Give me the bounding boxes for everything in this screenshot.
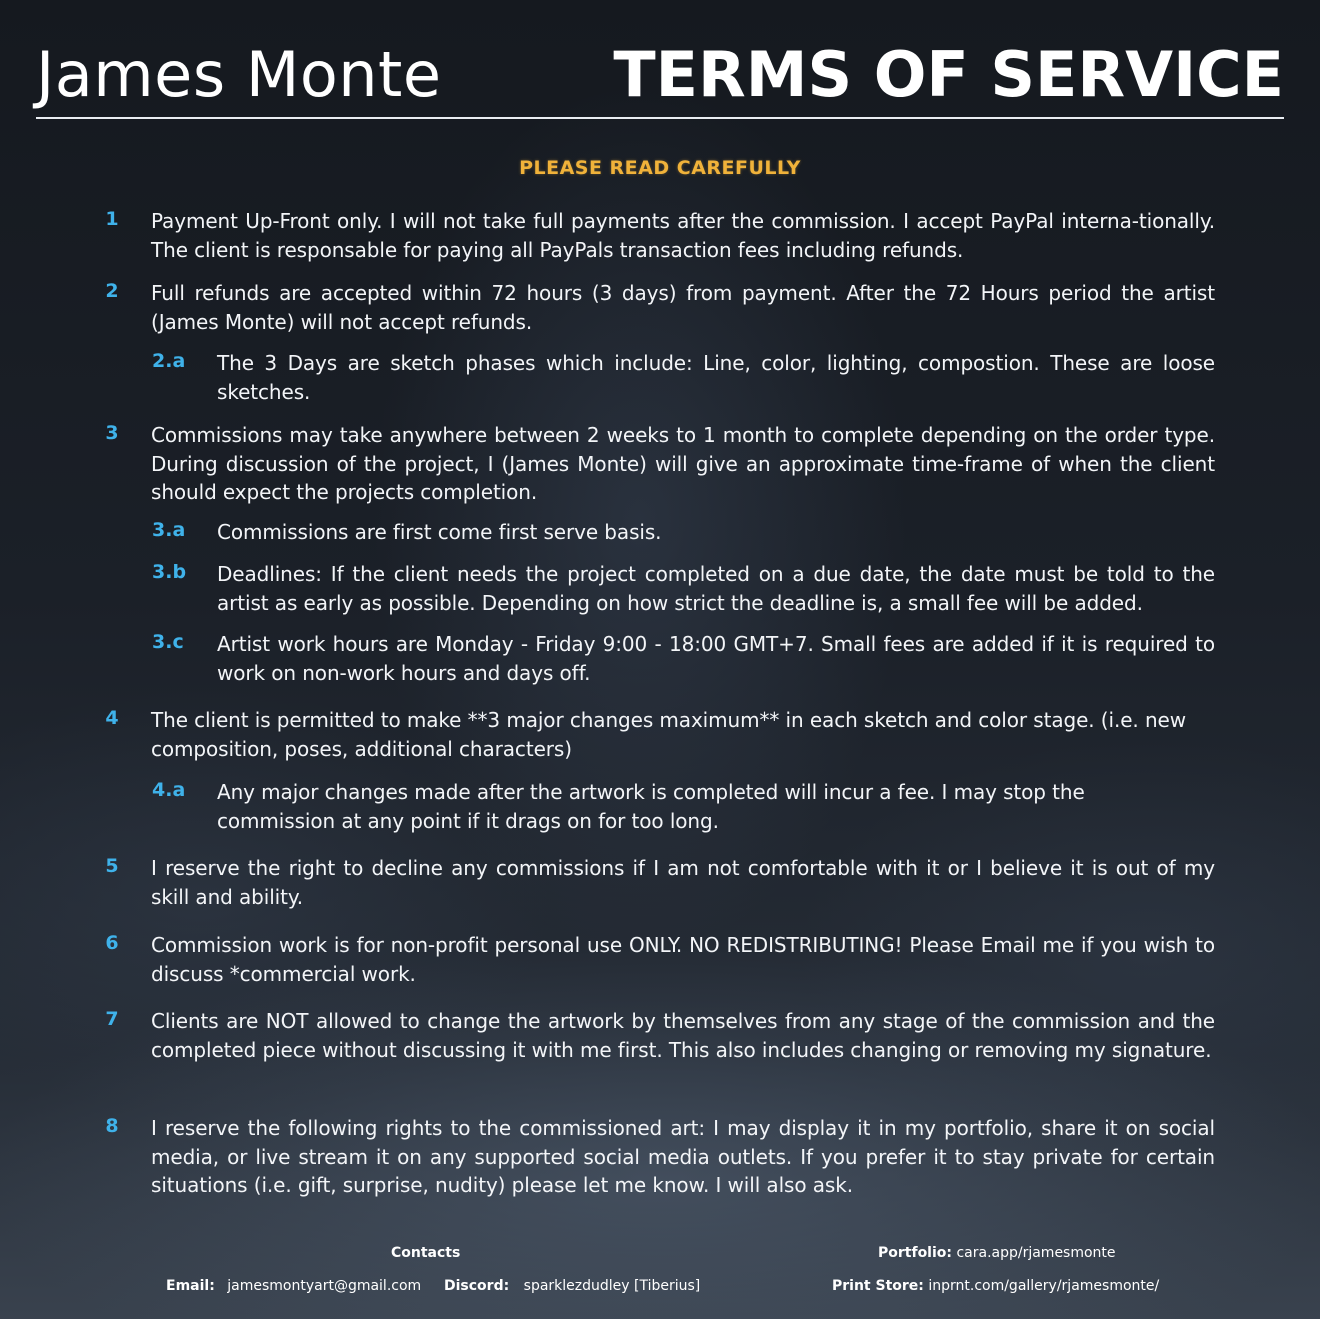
discord-contact [444, 1277, 700, 1295]
page-title: TERMS OF SERVICE [613, 38, 1284, 111]
term-number: 1 [105, 208, 119, 230]
term-text: I reserve the following rights to the commissioned art: I may display it in my portfolio, share it on social media, or live stream it on any supported social media outlets. If you prefer it to stay private for certain situations (i.e. gift, surprise, nudity) please let me know. I will also ask. [151, 1116, 1215, 1197]
read-carefully-heading: PLEASE READ CAREFULLY [519, 157, 801, 179]
artist-name: James Monte [36, 38, 442, 111]
term-text: Commissions may take anywhere between 2 weeks to 1 month to complete depending on the order type. During discussion of the project, I (James Monte) will give an approximate time-frame of when the client should expect the projects completion. [151, 423, 1215, 504]
term-text: Deadlines: If the client needs the project completed on a due date, the date must be told to the artist as early as possible. Depending on how strict the deadline is, a small fee will be added. [217, 562, 1215, 615]
term-text: Any major changes made after the artwork is completed will incur a fee. I may stop the commission at any point if it drags on for too long. [217, 780, 1085, 833]
term-text: Commissions are first come first serve basis. [217, 520, 662, 544]
term-number: 3.c [152, 631, 184, 653]
discord-label: Discord: [444, 1278, 510, 1294]
contacts-heading: Contacts [391, 1245, 461, 1261]
term-text: Clients are NOT allowed to change the artwork by themselves from any stage of the commission and the completed piece without discussing it with me first. This also includes changing or removing my signature. [151, 1009, 1215, 1062]
term-number: 4.a [152, 779, 186, 801]
term-number: 7 [105, 1008, 119, 1030]
print-store-label: Print Store: [832, 1278, 924, 1294]
term-text: Artist work hours are Monday - Friday 9:00 - 18:00 GMT+7. Small fees are added if it is required to work on non-work hours and days off. [217, 632, 1215, 685]
portfolio-label: Portfolio: [878, 1245, 952, 1261]
email-contact [166, 1277, 421, 1295]
term-text: Commission work is for non-profit personal use ONLY. NO REDISTRIBUTING! Please Email me if you wish to discuss *commercial work. [151, 933, 1215, 986]
header-divider [36, 117, 1284, 119]
term-number: 2 [105, 280, 119, 302]
term-number: 6 [105, 932, 119, 954]
print-store-value[interactable]: inprnt.com/gallery/rjamesmonte/ [928, 1278, 1160, 1294]
term-number: 3 [105, 422, 119, 444]
term-number: 3.a [152, 519, 186, 541]
email-label: Email: [166, 1278, 215, 1294]
term-text: Payment Up-Front only. I will not take full payments after the commission. I accept PayPal interna-tionally. The client is responsable for paying all PayPals transaction fees including refunds. [151, 209, 1215, 262]
term-number: 8 [105, 1115, 119, 1137]
portfolio-link [878, 1244, 1116, 1262]
portfolio-value[interactable]: cara.app/rjamesmonte [956, 1245, 1116, 1261]
email-value[interactable]: jamesmontyart@gmail.com [227, 1278, 422, 1294]
term-number: 3.b [152, 561, 187, 583]
print-store-link [832, 1277, 1159, 1295]
term-number: 5 [105, 855, 119, 877]
term-text: Full refunds are accepted within 72 hours (3 days) from payment. After the 72 Hours period the artist (James Monte) will not accept refunds. [151, 281, 1215, 334]
term-text: The client is permitted to make **3 major changes maximum** in each sketch and color stage. (i.e. new composition, poses, additional characters) [151, 708, 1186, 761]
term-text: I reserve the right to decline any commissions if I am not comfortable with it or I believe it is out of my skill and ability. [151, 856, 1215, 909]
term-number: 4 [105, 707, 119, 729]
discord-value: sparklezdudley [Tiberius] [523, 1278, 701, 1294]
term-number: 2.a [152, 350, 186, 372]
term-text: The 3 Days are sketch phases which include: Line, color, lighting, compostion. These are loose sketches. [217, 351, 1215, 404]
